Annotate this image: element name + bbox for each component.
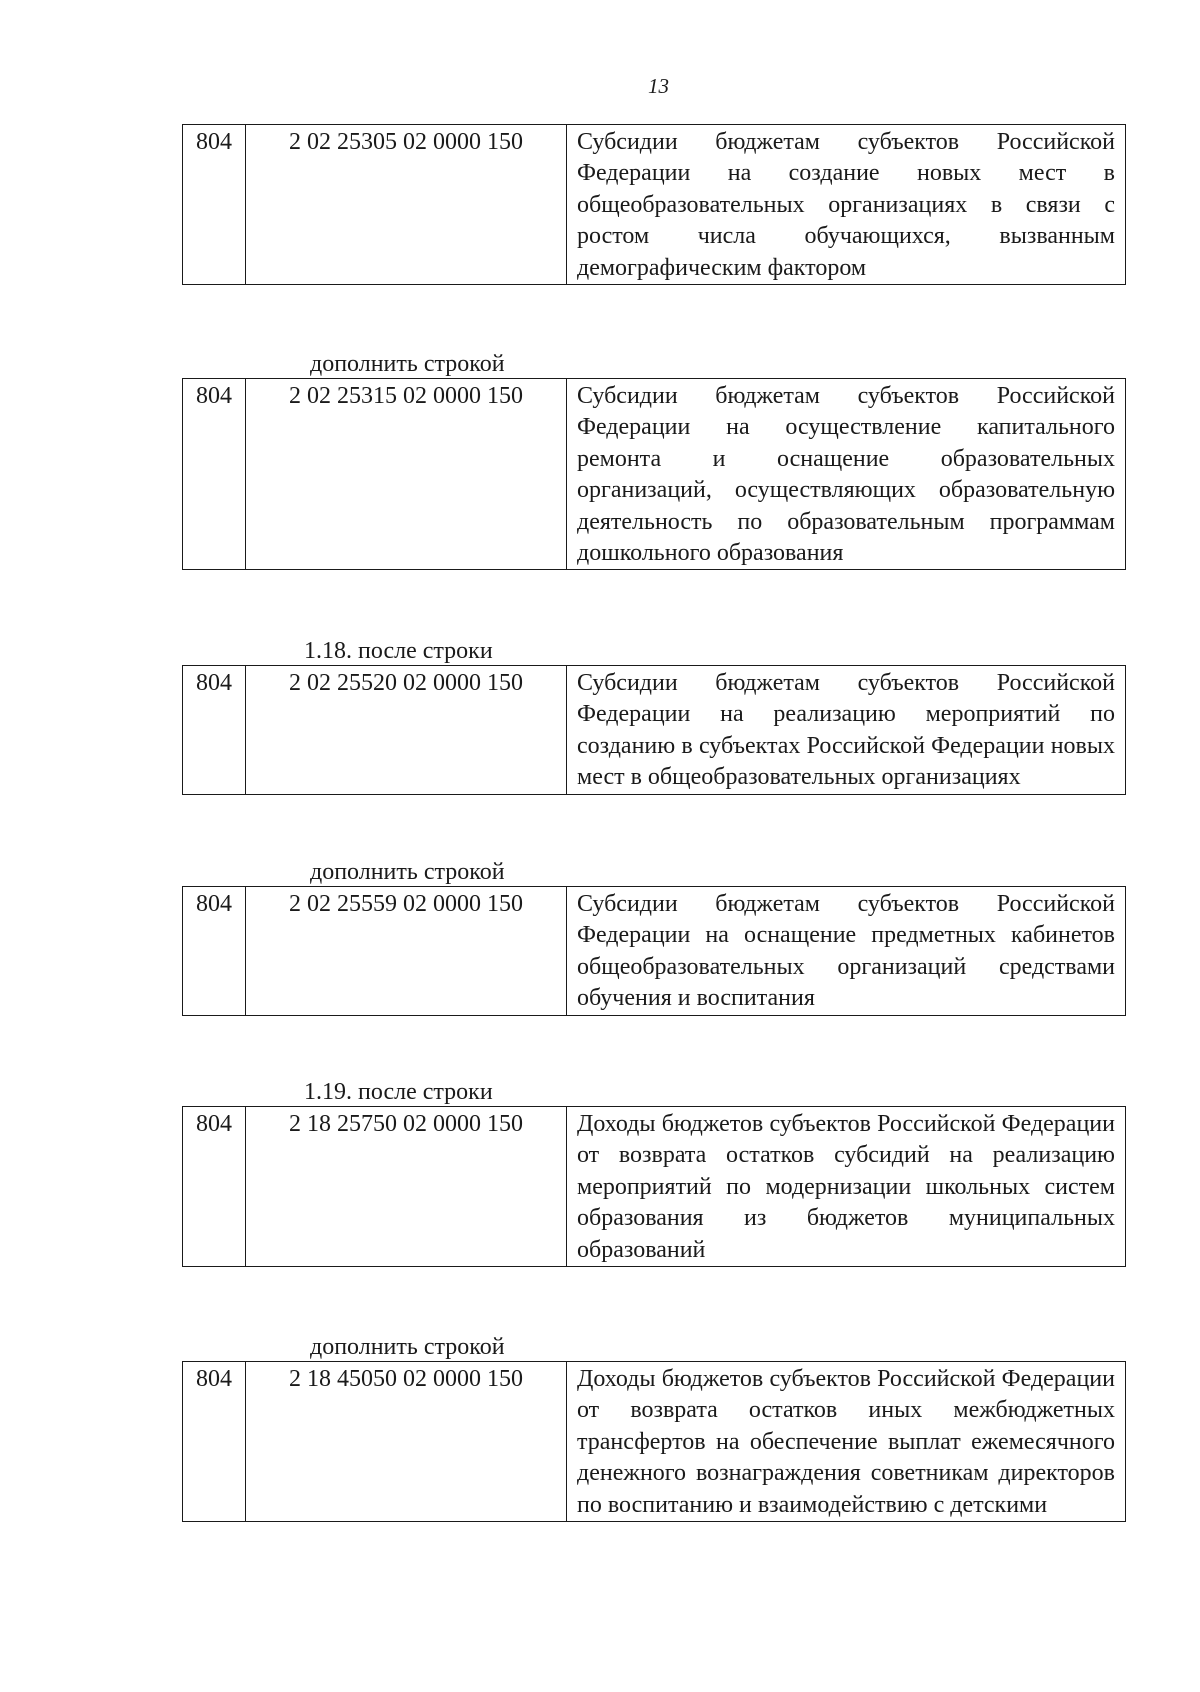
admin-code-cell: 804 <box>183 1362 246 1522</box>
table-row <box>183 379 1126 570</box>
description-cell: Доходы бюджетов субъектов Российской Федерации от возврата остатков субсидий на реализацию мероприятий по модернизации школьных систем образования из бюджетов муниципальных образований <box>567 1107 1126 1267</box>
description-cell: Доходы бюджетов субъектов Российской Федерации от возврата остатков иных межбюджетных трансфертов на обеспечение выплат ежемесячного денежного вознаграждения советникам директоров по воспитанию и взаимодействию с детскими <box>567 1362 1126 1522</box>
table-row <box>183 887 1126 1016</box>
budget-row-table <box>182 378 1126 570</box>
budget-code-cell: 2 02 25315 02 0000 150 <box>246 379 567 570</box>
budget-code-cell: 2 02 25520 02 0000 150 <box>246 666 567 795</box>
page-number: 13 <box>648 74 669 98</box>
admin-code-cell: 804 <box>183 125 246 285</box>
admin-code-cell: 804 <box>183 887 246 1016</box>
table-row <box>183 1362 1126 1522</box>
budget-code-cell: 2 18 45050 02 0000 150 <box>246 1362 567 1522</box>
table-row <box>183 1107 1126 1267</box>
section-caption: 1.18. после строки <box>304 638 493 664</box>
admin-code-cell: 804 <box>183 666 246 795</box>
budget-code-cell: 2 02 25305 02 0000 150 <box>246 125 567 285</box>
admin-code-cell: 804 <box>183 1107 246 1267</box>
budget-row-table <box>182 665 1126 795</box>
description-cell: Субсидии бюджетам субъектов Российской Федерации на создание новых мест в общеобразовательных организациях в связи с ростом числа обучающихся, вызванным демографическим фактором <box>567 125 1126 285</box>
budget-row-table <box>182 1106 1126 1267</box>
section-caption: дополнить строкой <box>310 859 505 885</box>
budget-code-cell: 2 18 25750 02 0000 150 <box>246 1107 567 1267</box>
budget-row-table <box>182 124 1126 285</box>
description-cell: Субсидии бюджетам субъектов Российской Федерации на реализацию мероприятий по созданию в субъектах Российской Федерации новых мест в общеобразовательных организациях <box>567 666 1126 795</box>
table-row <box>183 666 1126 795</box>
section-caption: дополнить строкой <box>310 1334 505 1360</box>
budget-code-cell: 2 02 25559 02 0000 150 <box>246 887 567 1016</box>
budget-row-table <box>182 1361 1126 1522</box>
description-cell: Субсидии бюджетам субъектов Российской Федерации на оснащение предметных кабинетов общеобразовательных организаций средствами обучения и воспитания <box>567 887 1126 1016</box>
section-caption: дополнить строкой <box>310 351 505 377</box>
section-caption: 1.19. после строки <box>304 1079 493 1105</box>
admin-code-cell: 804 <box>183 379 246 570</box>
budget-row-table <box>182 886 1126 1016</box>
description-cell: Субсидии бюджетам субъектов Российской Федерации на осуществление капитального ремонта и оснащение образовательных организаций, осуществляющих образовательную деятельность по образовательным программам дошкольного образования <box>567 379 1126 570</box>
table-row <box>183 125 1126 285</box>
